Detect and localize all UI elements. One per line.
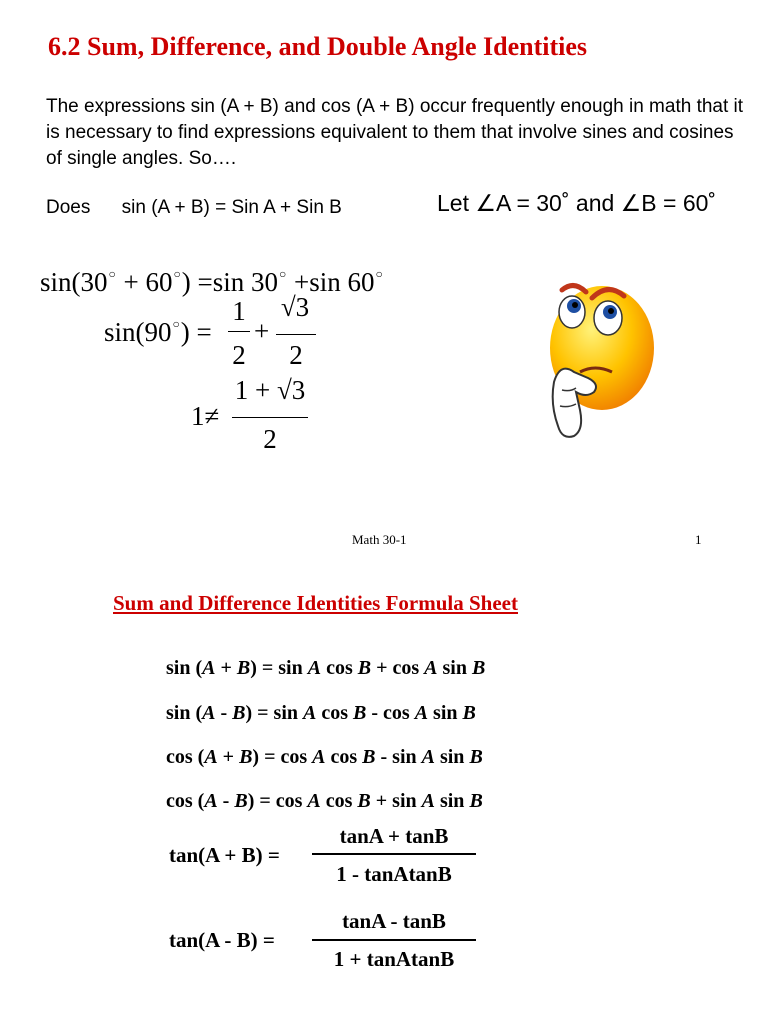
frac-final-bar: [232, 417, 308, 418]
frac-one-half-den: 2: [232, 340, 246, 370]
id-var: B: [234, 790, 248, 812]
id-part: sin: [428, 702, 463, 724]
work-line-2-plus: +: [254, 316, 270, 346]
id-var: B: [353, 702, 367, 724]
work-line-1-eq: =: [197, 267, 213, 297]
frac-root3-bar: [276, 334, 316, 335]
id-var: A: [202, 702, 216, 724]
tan-diff-bar: [312, 939, 476, 941]
id-var: A: [204, 746, 218, 768]
work-line-1-close: ): [181, 267, 191, 297]
id-part: cos: [316, 702, 354, 724]
identity-sin-sum: [166, 657, 485, 680]
id-part: - cos: [366, 702, 415, 724]
id-var: A: [414, 702, 429, 724]
id-var: A: [307, 657, 322, 679]
tan-diff-numerator: tanA - tanB: [342, 909, 446, 933]
frac-final-den: 2: [263, 424, 277, 454]
work-line-2-close: ): [180, 317, 190, 347]
id-part: sin: [434, 790, 470, 812]
id-var: A: [202, 657, 216, 679]
intro-paragraph: The expressions sin (A + B) and cos (A + B) occur frequently enough in math that it is necessary to find expressions equivalent to them that involve sines and cosines of single angles. So….: [46, 96, 744, 169]
work-line-1: sin(30○ + 60○) =sin 30○ +sin 60○: [40, 267, 383, 297]
id-var: B: [469, 746, 483, 768]
tan-diff-lhs: tan(A - B) =: [169, 928, 275, 952]
does-word: Does: [46, 197, 91, 218]
id-part: - sin: [375, 746, 422, 768]
work-line-2-fn: sin(90: [104, 317, 172, 347]
tan-diff-denominator: 1 + tanAtanB: [333, 947, 455, 971]
id-var: A: [424, 657, 438, 679]
work-line-3-lhs: [191, 403, 219, 430]
id-var: B: [239, 746, 253, 768]
id-part: sin (: [166, 702, 203, 724]
id-part: ) = cos: [247, 790, 308, 812]
page-title: 6.2 Sum, Difference, and Double Angle Identities: [48, 32, 588, 61]
id-var: A: [307, 790, 321, 812]
id-var: A: [204, 790, 218, 812]
identity-sin-diff: [166, 702, 476, 725]
id-var: B: [469, 790, 483, 812]
id-part: ) = sin: [245, 702, 304, 724]
work-line-1-rhs: sin 30: [212, 267, 278, 297]
id-part: ) = sin: [250, 657, 308, 679]
frac-one-half-num: 1: [232, 296, 246, 326]
id-var: B: [232, 702, 246, 724]
id-part: cos (: [166, 790, 205, 812]
identity-cos-diff: [166, 790, 483, 813]
frac-root3-num: √3: [280, 292, 310, 322]
id-part: cos: [321, 657, 358, 679]
tan-sum-lhs: tan(A + B) =: [169, 843, 280, 867]
does-question: [46, 197, 342, 219]
tan-sum-numerator: tanA + tanB: [339, 824, 449, 848]
formula-sheet-title: Sum and Difference Identities Formula Sheet: [113, 591, 518, 615]
frac-final-num: 1 + √3: [234, 375, 306, 405]
tan-sum-bar: [312, 853, 476, 855]
identity-cos-sum: [166, 746, 483, 769]
id-part: cos: [325, 746, 363, 768]
does-equation: sin (A + B) = Sin A + Sin B: [121, 197, 342, 218]
frac-root3-den: 2: [289, 340, 303, 370]
id-part: ) = cos: [252, 746, 313, 768]
id-var: B: [357, 790, 371, 812]
id-part: cos: [320, 790, 358, 812]
work-line-3-neq: ≠: [204, 401, 220, 431]
footer-course: Math 30-1: [352, 532, 407, 547]
id-var: B: [236, 657, 251, 679]
work-line-2-lhs: sin(90○) =: [104, 317, 212, 347]
id-part: cos (: [166, 746, 205, 768]
frac-one-half-bar: [228, 331, 250, 332]
tan-sum-denominator: 1 - tanAtanB: [336, 862, 452, 886]
id-part: sin: [437, 657, 472, 679]
id-part: -: [217, 790, 235, 812]
thinking-face-icon: [540, 280, 660, 452]
id-part: +: [217, 746, 240, 768]
id-part: sin (: [166, 657, 203, 679]
work-line-2-eq: =: [196, 317, 212, 347]
id-part: sin: [434, 746, 470, 768]
id-var: B: [471, 657, 486, 679]
work-line-3-one: 1: [191, 401, 205, 431]
id-part: -: [215, 702, 233, 724]
id-var: A: [421, 790, 435, 812]
id-part: + sin: [370, 790, 422, 812]
work-line-1-plus: +: [293, 267, 310, 297]
work-line-1-lhs: sin(30: [40, 267, 108, 297]
let-angles: Let ∠A = 30˚ and ∠B = 60˚: [437, 190, 717, 216]
work-line-1-rhs2: sin 60: [309, 267, 375, 297]
work-line-1-mid: + 60: [116, 267, 173, 297]
id-var: A: [312, 746, 326, 768]
id-var: B: [362, 746, 376, 768]
id-var: A: [421, 746, 435, 768]
id-part: + cos: [371, 657, 425, 679]
id-var: B: [462, 702, 476, 724]
id-var: B: [357, 657, 372, 679]
id-var: A: [303, 702, 317, 724]
footer-page-number: 1: [695, 532, 702, 547]
id-part: +: [215, 657, 237, 679]
